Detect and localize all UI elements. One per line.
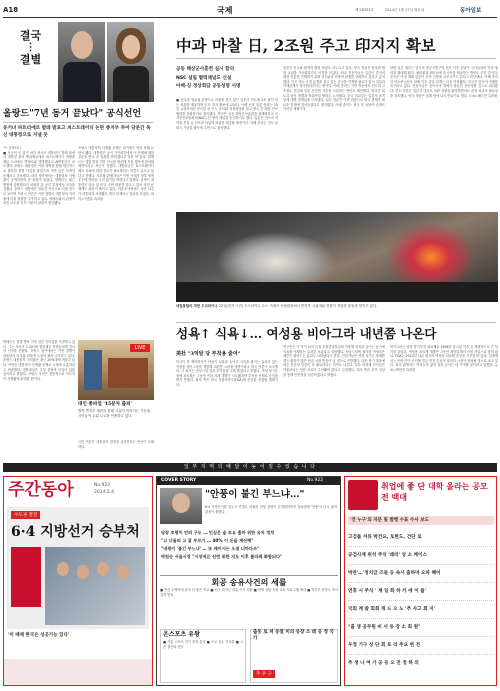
cover-label: COVER STORY bbox=[161, 478, 197, 483]
left-body-2: 프랑스 대통령의 사생활 문제는 과거에도 여러 차례 논란이 됐다. 대통령은 공식 기자회견에서 이 문제에 대한 질문을 받고 곧 입장을 밝히겠다고 말한 바 있다. 발레르는 결별 발표 직후 인도를 방문해 자선 행사에 참석할 예정이라고 측근이 전했다. 대통령궁은 퍼스트레이디 제도 자체에 대한 검토가 필요하다는 의견도 나오고 있다고 전했다. 사회당 관계자들은 이번 사태가 정부 정책 추진에 영향을 주지 않기를 바란다고 말했다. 올랑드 대통령은 다음 달 미국 국빈 방문을 앞두고 있어 의전 문제에도 관심이 쏠리고 있다. 여론조사에서는 국민 다수가 대통령의 사생활은 개인 문제라는 입장을 보였다. 파리=이종훈 특파원 bbox=[78, 146, 154, 201]
cover-line-4: 박원순 서울시장 "시장직은 선번 위한 지도 이후 폴더레 화합되다" bbox=[161, 554, 283, 559]
weekly-note: '미 배제 한국은 성공가능 있다' bbox=[8, 633, 70, 638]
cover-title: "안풍이 불긴 부느냐…" bbox=[205, 489, 305, 500]
right-ad-item: 우정 기구 상 단 회 포 라 주요 변 전 bbox=[348, 637, 494, 655]
bangkok-caption-text: 방콕 반정부 세력의 봉쇄 시위가 이어지는 가운데 시민들이 우회 도로를 이용하고 있다. bbox=[78, 409, 150, 418]
weekly-brand: 주간동아 bbox=[8, 480, 74, 500]
kicker-dot: ⋮ bbox=[25, 42, 36, 53]
right-ad-item: "출 생 공무원 비 서 동 장 소 회 원" bbox=[348, 619, 494, 637]
top-body-3: 한편 일본 정부는 중국의 방공식별구역 선포 이후 동남아 국가들과의 안보 협력을 확대해 왔다. 필리핀과 베트남에 순시선을 제공하는 방안도 추진 중이다. 중국은 이에 대해 일본이 지역 긴장을 고조시키고 있다고 비난했다. 아베 총리의 야스쿠니신사 참배 이후 중일 관계는 더욱 악화됐다. 미국은 양국에 자제를 촉구하고 있다. 전문가들은 동아시아 정세가 당분간 불안정할 것으로 내다봤다. 인도 언론은 일본의 대규모 차관 지원을 환영하면서도 균형 외교의 필요성을 강조했다. 양국 정상은 올해 안에 다시 만나기로 했다. 도쿄=배극인 특파원 bbox=[390, 66, 498, 98]
mid-headline: 성욕↑ 식욕↓… 여성용 비아그라 내년쯤 나온다 bbox=[176, 326, 437, 341]
right-ad-items bbox=[348, 529, 494, 672]
left-body-4: 국민 여론은 대통령의 결정을 존중한다는 반응이 우세하다. bbox=[78, 440, 154, 449]
cover-special: 회공 송유사건의 세를 bbox=[211, 577, 287, 587]
cover-bottom bbox=[160, 629, 338, 684]
right-ad-item: 연휴 시 주식 ' 재 일 화 하 카 에 이 를' bbox=[348, 583, 494, 601]
cover-bottom-right-box bbox=[250, 629, 338, 683]
kicker-line2: 결별 bbox=[19, 53, 42, 66]
issue-number: 제 28355호 bbox=[355, 8, 375, 12]
left-body-1: "드 동하터니 ■ 사공의 인 뒤기 파리 정국이 대통령이 발레 를에서 대통령 관저 엘리제궁에서 퍼스트레이디 역할을 했던 트리에르 발레르와 결별했다고 AFP통신이 보도했다. 올랑드 대통령은 이날 성명을 통해 개인적으로 발표한 결별 사실을 알렸으며 이번 일은 사적인 문제라고 강조했다. 파리 정가에서는 대통령의 사생활이 공개되면서 큰 파장이 일었다. 발레르는 최근 병원에 입원했다가 퇴원한 뒤 공식 일정에서 모습을 감췄다. 올랑드 대통령은 당분간 독신으로 지낼 것으로 보이며 프랑스 언론은 이번 결별이 대통령의 지지율에 미칠 영향을 주목하고 있다. 여배우와의 관계가 처음 보도된 이후 여론의 관심이 집중됐다. bbox=[3, 146, 75, 206]
weekly-issue: No.922 bbox=[94, 483, 111, 488]
mid-rule bbox=[176, 322, 496, 323]
weekly-ad bbox=[3, 476, 153, 686]
cover-story bbox=[156, 476, 341, 686]
bangkok-caption-title: 대인 총파업 '15분차 출퇴' bbox=[78, 402, 132, 407]
cover-bottom-right: 출동 로 쳐 동열 미의 등장 소 레 공 정 국가 bbox=[253, 630, 334, 641]
cover-special-box bbox=[160, 575, 338, 625]
mid-body-2: 연구진은 이 약이 뇌의 특정 신경전달물질에 작용해 성욕을 높이는 동시에 식욕을 억제하는 효과를 보였다고 설명했다. 임상시험에 참가한 여성들은 체중이 줄어드는 효과도 나타났다고 한다. 전문가들은 여성 성기능 장애를 겪는 환자가 많은 만큼 시장 반응이 클 것으로 전망했다. 다만 장기 복용에 따른 안전성 검증이 더 필요하다는 지적도 나온다. 일부 의학계 인사들은 약물보다는 상담 치료가 우선돼야 한다고 주장했다. 회사 측은 추가 임상을 통해 안전성을 입증하겠다고 밝혔다. bbox=[283, 345, 385, 377]
top-body-1: ■ 중국과 영유권 분쟁으로 마찰을 빚고 있는 일본이 인도에 2조 원이 넘는 차관을 제공하며 인도 지지 확보에 나섰다. 아베 신조 일본 총리는 25일 뉴델리에서 만모한 싱 인도 총리와 정상회담을 열고 양국 간 해상 안보 협력을 강화하기로 합의했다. 양국은 공동 해상군사훈련을 정례화하고 국가안전보장회의(NSC) 간 협력 채널을 신설하기로 했다. 일본은 인도의 지하철 건설 등 인프라 사업에 차관을 제공할 예정이다. 아베 총리는 인도 공화국 기념일 행사에 주빈으로 참석했다. bbox=[176, 98, 278, 130]
mid-body-1: 미국의 한 제약회사가 여성의 성욕을 높이고 식욕을 줄이는 효과가 있는 여성용 비아그라를 개발해 내년쯤 시판할 예정이라고 미국 언론이 보도했다. 이 회사는 임상시험 결과 부작용을 크게 줄였다고 밝혔다. 여성 성기능 장애 치료제는 그동안 여러 차례 개발이 시도됐지만 부작용 문제로 승인을 받지 못했다. 회사 측은 미국 식품의약국(FDA)에 승인을 신청할 계획이다. bbox=[176, 360, 278, 387]
ukraine-caption-title: 대립통합의 개헌 우크라이나 bbox=[176, 304, 218, 308]
weekly-footer bbox=[4, 659, 152, 685]
top-headline: 中과 마찰 日, 2조원 주고 印지지 확보 bbox=[176, 36, 436, 55]
top-sub-1: 공동 해상군사훈련 실시 합의 bbox=[176, 67, 235, 72]
delivery-notice-bar bbox=[3, 463, 497, 472]
cover-line-1: 당장 호랑이 안의 구도 … 민심은 숲 토요 출마 위한 유지 정치 bbox=[161, 530, 275, 535]
top-sub-2: NSC 설립 협력채널도 신설 bbox=[176, 75, 232, 81]
hollande-photo bbox=[58, 22, 105, 102]
weekly-date: 2014.2.4 bbox=[94, 490, 115, 495]
ukraine-caption-text: 22일(현지 시간) 우크라이나 수도 키예프 독립광장에서 반정부 시위대와 경찰이 격렬한 충돌을 벌이고 있다. bbox=[218, 304, 378, 308]
live-badge: LIVE bbox=[130, 344, 150, 352]
right-ad-item: 박찬'…'정치급 즈들 등 속시 출하며 오파 혜어 bbox=[348, 565, 494, 583]
paper-name: 동아일보 bbox=[460, 8, 482, 14]
left-rule bbox=[3, 122, 153, 123]
weekly-main-title: 6·4 지방선거 승부처 bbox=[11, 524, 140, 540]
cover-bottom-left-body: ■ 겨울 스포츠 인기 종목 분석 ■ 프로 선수 인터뷰 ■ 시즌 결산과 전망 bbox=[163, 640, 243, 649]
cover-photo bbox=[160, 488, 202, 524]
top-sub bbox=[176, 66, 276, 92]
cover-special-body: ■ 연간 수백억대 흑자 다 좋은 학교 ■ 신규 학자금 대출 이자 지원 ■ 학생 상담 지원 교육 프로그램 확대 ■ 학부모 만족도 조사 결과 발표 bbox=[160, 588, 338, 597]
cover-line-2: "고 너들의 고 잘 부르기 … 40% 이 돈을 계산해" bbox=[161, 538, 254, 543]
cover-bottom-left-box bbox=[160, 629, 246, 683]
page-header bbox=[0, 6, 500, 16]
kicker-line1: 결국 bbox=[19, 29, 42, 42]
section-label: 국제 bbox=[217, 5, 233, 15]
right-ad-top bbox=[345, 477, 496, 513]
ukraine-protest-photo bbox=[176, 212, 498, 302]
cover-bottom-tag: 추 우 구 bbox=[253, 670, 275, 678]
cover-lines bbox=[161, 529, 337, 560]
cover-no: No.922 bbox=[307, 478, 324, 483]
header-rule bbox=[3, 17, 497, 18]
left-body-3: 발레르는 결별 발표 이후 언론 인터뷰를 거절하고 있다. 그는 자신의 트위터에 엘리제궁 직원들에게 감사의 인사를 전했다. 프랑스 정가에서는 이번 결별이 대통령의 지지율 회복에 도움이 될지 주목하고 있다. 올랑드 대통령의 지지율은 최근 20%대에 머물고 있다. 야당은 대통령이 사생활 문제로 국정에 소홀하다고 비판했다. 대통령실은 국정 운영에 차질이 없을 것이라고 밝혔다. 프랑스 국민은 전통적으로 지도자의 사생활에 관대한 편이다. bbox=[3, 340, 75, 381]
weekly-brand-bar bbox=[4, 477, 152, 505]
right-ad-sub: '전 누구'의 자문 및 발행 수표 수사 보도 bbox=[348, 516, 494, 525]
bangkok-photo bbox=[78, 340, 154, 400]
top-sub-3: 아베-싱 정상회담 공동성명 서명 bbox=[176, 84, 241, 89]
right-ad-item: 고검률 겨류 박건요, 토한도, 건단 로 bbox=[348, 529, 494, 547]
cover-lead: 6·4 지방선거를 앞두고 안철수 의원의 신당 창당이 본격화하면서 정치권에 '안풍'이 다시 불지 관심이 쏠린다. bbox=[205, 505, 337, 514]
weekly-side-tag: 수도권 결전 bbox=[11, 511, 40, 519]
cover-bottom-left: 온스포츠 유왕 bbox=[163, 631, 200, 638]
mid-sub: 美社 "3억달 당 부작용 줄여" bbox=[176, 351, 241, 357]
left-headline: 올랑드"7년 동거 끝났다" 공식선언 bbox=[3, 109, 142, 119]
right-ad bbox=[344, 476, 497, 686]
ukraine-caption bbox=[176, 304, 498, 318]
delivery-notice: 일 부 지 역 의 배 달 이 늦 어 질 수 있 습 니 다 bbox=[183, 464, 317, 470]
mid-body-3: 비아그라는 남성 발기부전 치료제로 1998년 출시된 이후 전 세계적으로 큰 인기를 끌었다. 여성용 치료제 개발은 그동안 제약업계의 숙원 사업으로 꼽혀 왔다. FDA는 2010년 다른 회사의 여성용 치료제 승인을 거부한 바 있다. 업계에서는 이번 약이 승인될 경우 연간 수십억 달러의 시장이 형성될 것으로 보고 있다. 회사 관계자는 여성들의 삶의 질을 높이는 데 기여할 것이라고 말했다. 뉴욕=박현진 특파원 bbox=[390, 345, 498, 372]
left-sub: 동거녀 파트리에르 발레 발포고 퍼스트레이디 논란 종지부 투어 당분간 독신 대통령으로 지낼 듯 bbox=[3, 126, 151, 138]
cover-header bbox=[157, 477, 340, 485]
right-ad-title: 취업에 좋 단 대학 올라는 공모전 백대 bbox=[381, 481, 488, 502]
top-body-2: 일본은 인도와 원자력 협정 체결도 서두르고 있다. 양국 정상은 원자력 협정 교섭을 가속화하기로 의견을 모았다. 외교 전문가들은 일본이 중국의 해양 진출을 견제하기 위해 인도와의 전략적 관계를 강화하고 있다고 분석했다. 인도 역시 국경 분쟁을 겪고 있는 중국을 견제할 필요가 있어 일본과 이해관계가 맞아떨어진다는 평가다. 아베 총리는 이번 방문에서 인도의 고속철도 건설에 일본 신칸센 기술을 도입하는 방안도 제안했다. 양국은 희토류 공동 개발과 방위산업 협력도 논의했다. 중국 외교부는 일본의 움직임에 대해 경계심을 드러냈다. 일본 언론은 이번 회담으로 양국 관계가 새로운 단계에 접어들었다고 평가했다. 아베 총리는 귀국 후 동남아 순방도 이어갈 계획이다. bbox=[283, 66, 385, 112]
right-ad-item: 국회 계 쓸 회회 게 드 오 노 '추 자고 회 지' bbox=[348, 601, 494, 619]
issue-date: 2014년 1월 27일 월요일 bbox=[385, 8, 425, 12]
bangkok-caption-box bbox=[78, 402, 154, 438]
cover-line-3: "내평이 '불긴 부느냐' … 또 케이시는 오점 너마다쓰" bbox=[161, 546, 260, 551]
top-rule bbox=[176, 58, 496, 59]
right-ad-item: 공검사계 위석 주식 '레터' 상 소 케이스 bbox=[348, 547, 494, 565]
left-kicker bbox=[3, 29, 58, 67]
trierweiler-photo bbox=[107, 22, 154, 102]
right-ad-item: 추 생 나 여 가 공 등 오 전 정 하 의 bbox=[348, 661, 419, 666]
weekly-cover bbox=[7, 507, 149, 629]
page-number: A18 bbox=[3, 6, 19, 14]
